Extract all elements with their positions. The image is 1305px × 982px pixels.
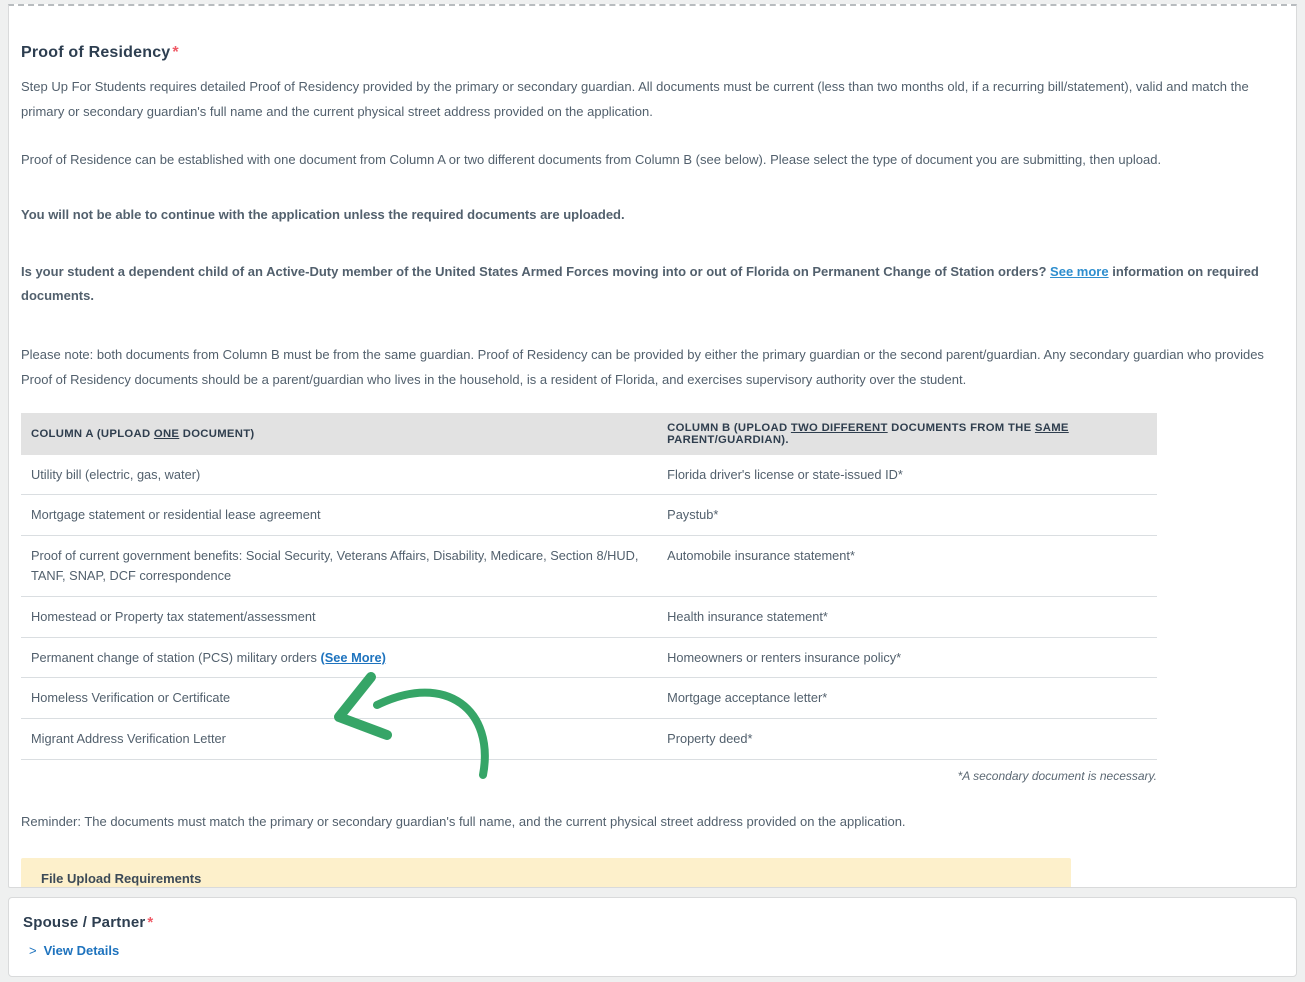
military-question-text: Is your student a dependent child of an Active-Duty member of the United States Armed Forces moving into or out of Florida on Permanent Change of Station orders? [21, 263, 1047, 279]
spouse-partner-card [8, 897, 1297, 977]
column-b-header-mid: DOCUMENTS FROM THE [891, 421, 1032, 434]
column-b-header [657, 413, 1157, 455]
view-details-link[interactable] [29, 943, 1282, 958]
table-row [21, 455, 1157, 495]
proof-of-residency-title [21, 44, 1284, 62]
pcs-orders-text: Permanent change of station (PCS) military orders [31, 649, 317, 665]
table-row [21, 596, 1157, 637]
column-b-cell: Homeowners or renters insurance policy* [657, 637, 1157, 678]
warning-paragraph: You will not be able to continue with the application unless the required documents are uploaded. [21, 207, 625, 223]
required-asterisk: * [147, 914, 154, 931]
pcs-see-more-link[interactable]: (See More) [320, 649, 386, 665]
column-a-cell [21, 637, 657, 678]
establish-paragraph: Proof of Residence can be established with one document from Column A or two different documents from Column B (see below). Please select the type of document you are submitting, then upload. [21, 152, 1162, 168]
table-footnote: *A secondary document is necessary. [957, 769, 1157, 784]
table-row [21, 678, 1157, 719]
file-requirements-title: File Upload Requirements [41, 870, 202, 886]
section-title-text: Proof of Residency [21, 44, 171, 61]
table-header-row [21, 413, 1157, 455]
spouse-partner-title [23, 914, 1282, 931]
military-question-suffix: information on required documents. [21, 263, 1259, 304]
column-b-header-underline2: SAME [1034, 421, 1069, 434]
spouse-title-text: Spouse / Partner [23, 914, 146, 931]
intro-paragraph: Step Up For Students requires detailed Proof of Residency provided by the primary or secondary guardian. All documents must be current (less than two months old, if a recurring bill/statement), valid and match the primary or secondary guardian's full name and the current physical street address provided on the application. [21, 79, 1249, 119]
column-a-cell: Proof of current government benefits: Social Security, Veterans Affairs, Disability, Medicare, Section 8/HUD, TANF, SNAP, DCF correspondence [21, 536, 657, 597]
column-a-cell: Homeless Verification or Certificate [21, 678, 657, 719]
column-b-cell: Mortgage acceptance letter* [657, 678, 1157, 719]
required-asterisk: * [172, 44, 179, 61]
column-a-cell: Homestead or Property tax statement/assessment [21, 596, 657, 637]
column-b-cell: Health insurance statement* [657, 596, 1157, 637]
column-b-cell: Automobile insurance statement* [657, 536, 1157, 597]
column-a-cell: Mortgage statement or residential lease agreement [21, 495, 657, 536]
table-row [21, 495, 1157, 536]
column-b-header-suffix: PARENT/GUARDIAN). [667, 433, 789, 446]
column-b-header-underline1: TWO DIFFERENT [790, 421, 888, 434]
reminder-paragraph: Reminder: The documents must match the primary or secondary guardian's full name, and the current physical street address provided on the application. [21, 814, 906, 830]
military-question-paragraph [21, 260, 1284, 309]
column-b-cell: Paystub* [657, 495, 1157, 536]
column-a-header-suffix: DOCUMENT) [182, 427, 255, 440]
file-upload-requirements-box [21, 858, 1071, 888]
chevron-right-icon: > [29, 943, 37, 958]
column-b-cell: Florida driver's license or state-issued ID* [657, 455, 1157, 495]
column-a-cell: Migrant Address Verification Letter [21, 719, 657, 760]
column-a-header-prefix: COLUMN A (UPLOAD [31, 427, 151, 440]
column-a-header [21, 413, 657, 455]
residency-documents-table [21, 413, 1157, 761]
table-row [21, 637, 1157, 678]
column-b-header-prefix: COLUMN B (UPLOAD [667, 421, 788, 434]
please-note-paragraph: Please note: both documents from Column B must be from the same guardian. Proof of Residency can be provided by either the primary guardian or the second parent/guardian. Any secondary guardian who provides Proof of Residency documents should be a parent/guardian who lives in the household, is a resident of Florida, and exercises supervisory authority over the student. [21, 347, 1264, 387]
table-row [21, 719, 1157, 760]
view-details-text: View Details [43, 943, 120, 958]
column-b-cell: Property deed* [657, 719, 1157, 760]
see-more-link[interactable]: See more [1050, 263, 1109, 279]
column-a-cell: Utility bill (electric, gas, water) [21, 455, 657, 495]
table-row [21, 536, 1157, 597]
proof-of-residency-card [8, 4, 1297, 888]
column-a-header-underline: ONE [153, 427, 180, 440]
